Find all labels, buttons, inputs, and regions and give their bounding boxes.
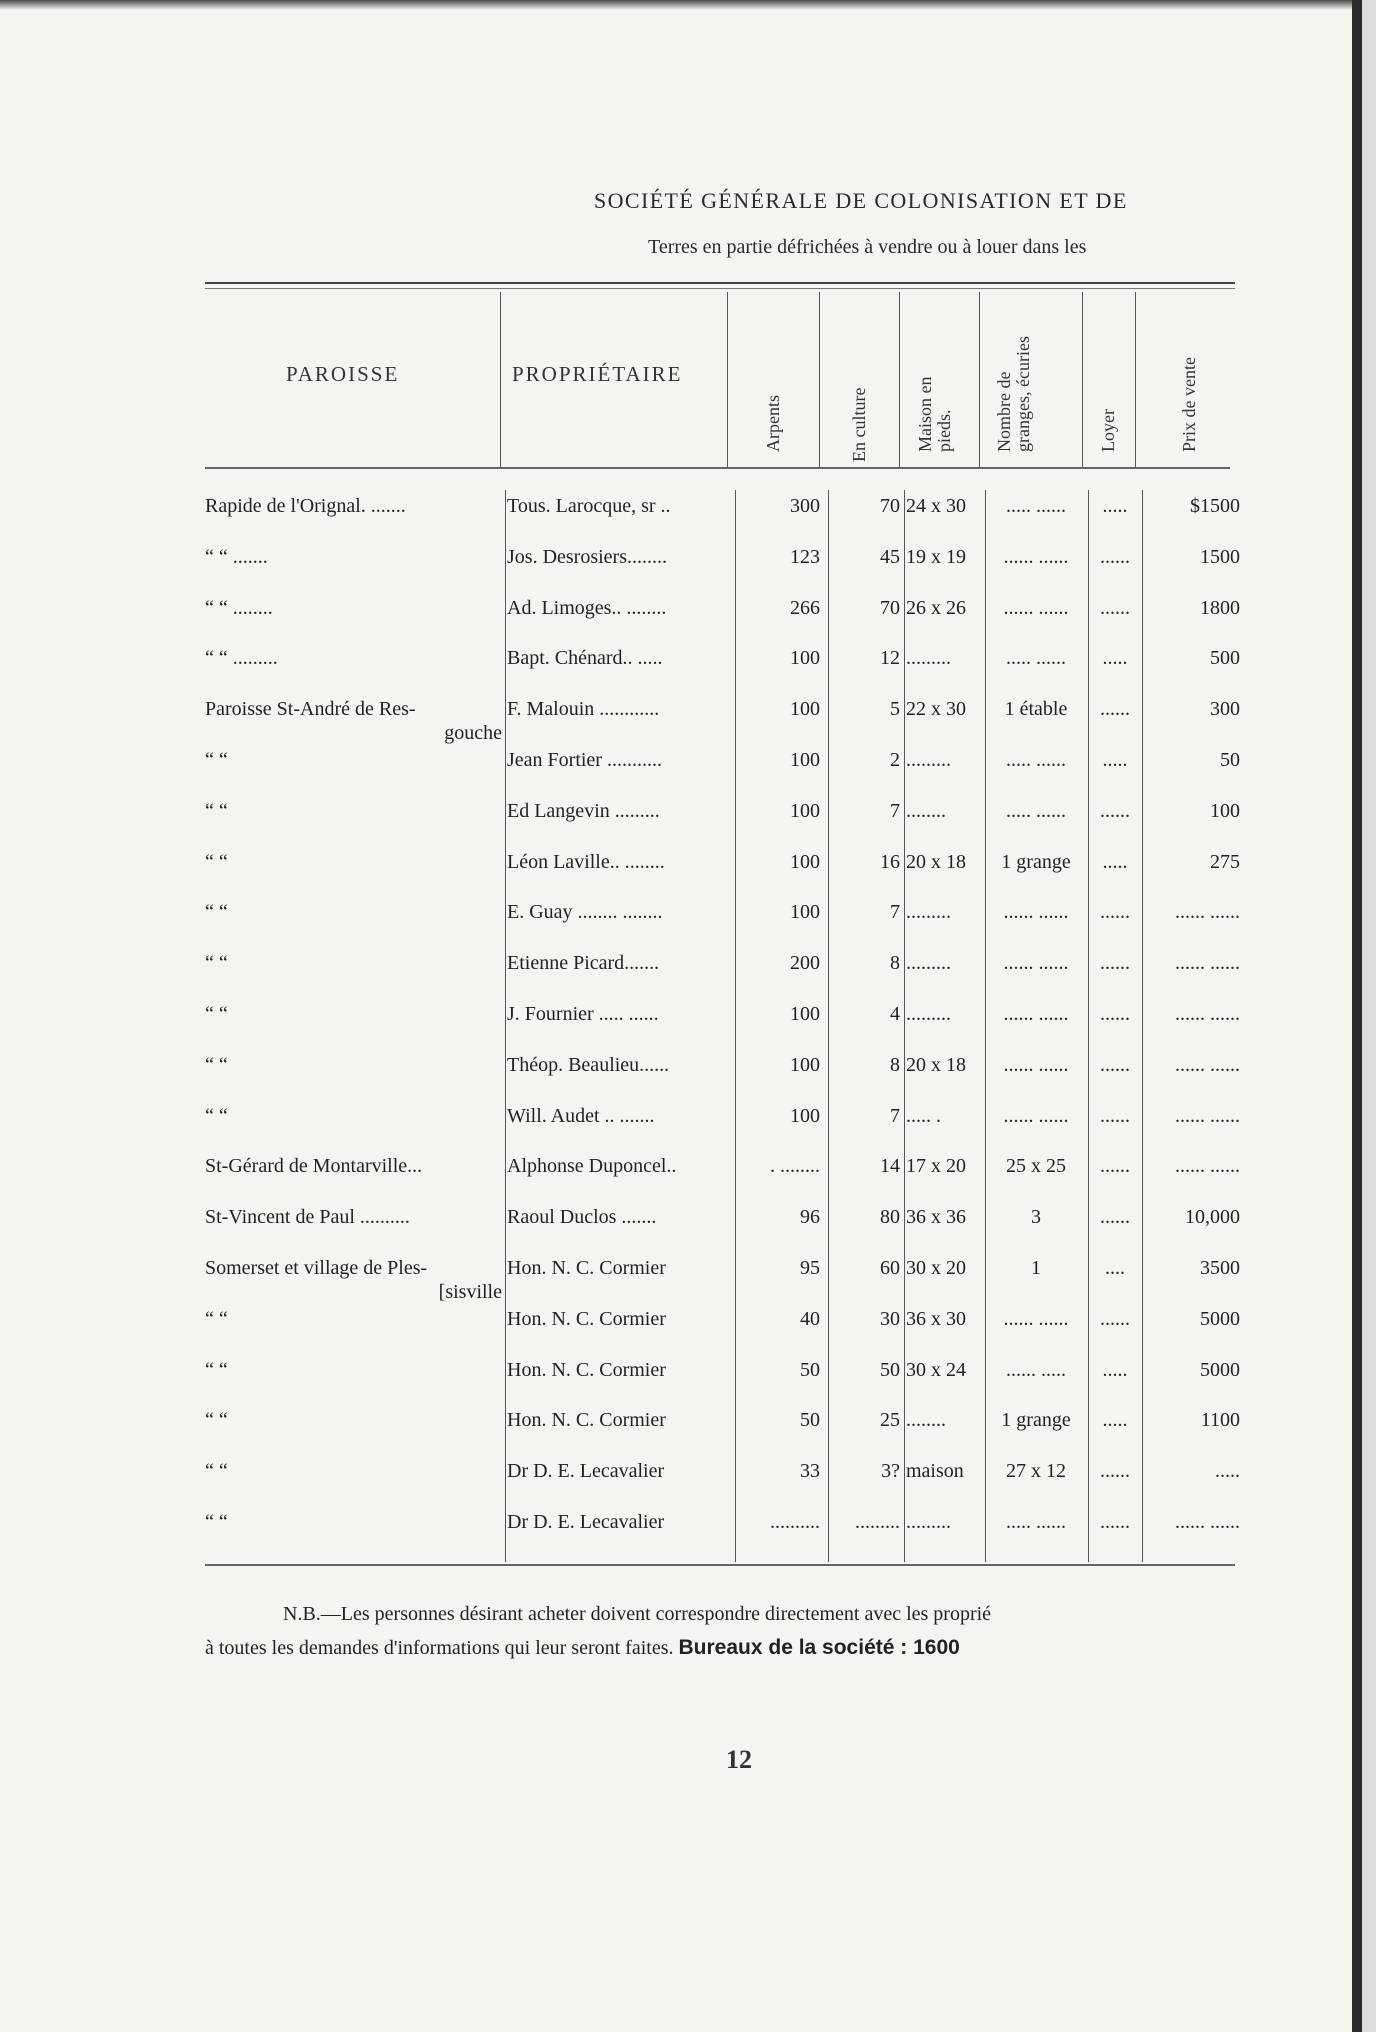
cell-arpents: 100 <box>790 749 820 771</box>
cell-arpents: 50 <box>800 1409 820 1431</box>
header-arpents: Arpents <box>763 395 783 452</box>
cell-granges: ..... ...... <box>1006 749 1066 771</box>
cell-culture: 70 <box>880 495 900 517</box>
cell-loyer: ...... <box>1100 597 1130 619</box>
cell-culture: 5 <box>890 698 900 720</box>
header-rule <box>205 282 1235 284</box>
cell-granges: 27 x 12 <box>1006 1460 1066 1482</box>
column-divider <box>1082 292 1083 467</box>
cell-arpents: 100 <box>790 647 820 669</box>
cell-maison: ..... . <box>906 1105 941 1127</box>
cell-prix: 300 <box>1210 698 1240 720</box>
cell-maison: ......... <box>906 749 951 771</box>
footnote-bold: Bureaux de la société : 1600 <box>678 1636 960 1659</box>
table-bottom-rule <box>205 1564 1235 1566</box>
cell-prix: 10,000 <box>1185 1206 1240 1228</box>
cell-prix: ...... ...... <box>1175 952 1240 974</box>
cell-culture: 3? <box>881 1460 900 1482</box>
cell-loyer: ...... <box>1100 1206 1130 1228</box>
cell-granges: ...... ...... <box>1003 952 1069 974</box>
cell-culture: 7 <box>890 901 900 923</box>
cell-loyer: ..... <box>1102 749 1128 771</box>
cell-arpents: 100 <box>790 1105 820 1127</box>
cell-maison: 20 x 18 <box>906 851 966 873</box>
footnote-line-2 <box>205 1632 1245 1664</box>
cell-prix: ...... ...... <box>1175 1155 1240 1177</box>
cell-maison: 19 x 19 <box>906 546 966 568</box>
cell-culture: 8 <box>890 1054 900 1076</box>
cell-arpents: 123 <box>790 546 820 568</box>
cell-proprietaire: Alphonse Duponcel.. <box>507 1155 677 1177</box>
cell-arpents: 100 <box>790 1054 820 1076</box>
header-maison: Maison en pieds. <box>915 376 954 452</box>
cell-paroisse: “ “ <box>205 1308 228 1330</box>
cell-prix: 1800 <box>1200 597 1240 619</box>
cell-paroisse: “ “ <box>205 901 228 923</box>
cell-maison: 17 x 20 <box>906 1155 966 1177</box>
cell-loyer: ...... <box>1100 1105 1130 1127</box>
cell-arpents: 100 <box>790 800 820 822</box>
cell-maison: 36 x 30 <box>906 1308 966 1330</box>
cell-loyer: ...... <box>1100 698 1130 720</box>
cell-prix: 1100 <box>1200 1409 1240 1431</box>
page-subtitle: Terres en partie défrichées à vendre ou à louer dans les <box>648 236 1087 258</box>
cell-granges: ...... ..... <box>1006 1359 1066 1381</box>
cell-loyer: .... <box>1105 1257 1125 1279</box>
cell-proprietaire: Hon. N. C. Cormier <box>507 1257 666 1279</box>
cell-proprietaire: Ad. Limoges.. ........ <box>507 597 667 619</box>
cell-culture: 7 <box>890 1105 900 1127</box>
header-prix: Prix de vente <box>1179 357 1199 452</box>
cell-culture: 12 <box>880 647 900 669</box>
column-divider <box>899 292 900 467</box>
cell-arpents: 100 <box>790 698 820 720</box>
header-underline <box>205 467 1230 469</box>
column-divider <box>1088 490 1089 1562</box>
cell-arpents: 33 <box>800 1460 820 1482</box>
cell-proprietaire: F. Malouin ............ <box>507 698 660 720</box>
cell-proprietaire: Théop. Beaulieu...... <box>507 1054 670 1076</box>
cell-maison: 22 x 30 <box>906 698 966 720</box>
cell-granges: ...... ...... <box>1003 1308 1069 1330</box>
cell-paroisse-continued: gouche <box>444 722 502 744</box>
cell-maison: 30 x 24 <box>906 1359 966 1381</box>
cell-maison: ......... <box>906 1003 951 1025</box>
cell-proprietaire: J. Fournier ..... ...... <box>507 1003 659 1025</box>
header-proprietaire: PROPRIÉTAIRE <box>512 362 683 386</box>
cell-paroisse: “ “ <box>205 1054 228 1076</box>
cell-arpents: 100 <box>790 851 820 873</box>
cell-paroisse: “ “ <box>205 1359 228 1381</box>
cell-maison: ......... <box>906 901 951 923</box>
cell-granges: ...... ...... <box>1003 1105 1069 1127</box>
column-divider <box>505 490 506 1562</box>
column-divider <box>500 292 501 467</box>
cell-proprietaire: Hon. N. C. Cormier <box>507 1409 666 1431</box>
cell-paroisse: “ “ ........ <box>205 597 273 619</box>
cell-prix: ...... ...... <box>1175 1003 1240 1025</box>
cell-granges: 1 étable <box>1004 698 1068 720</box>
cell-loyer: ..... <box>1102 1359 1128 1381</box>
cell-proprietaire: Raoul Duclos ....... <box>507 1206 657 1228</box>
cell-paroisse: “ “ ....... <box>205 546 268 568</box>
cell-culture: 25 <box>880 1409 900 1431</box>
cell-granges: ...... ...... <box>1003 1003 1069 1025</box>
cell-prix: ...... ...... <box>1175 1511 1240 1533</box>
cell-maison: 30 x 20 <box>906 1257 966 1279</box>
cell-arpents: .......... <box>770 1511 820 1533</box>
column-divider <box>735 490 736 1562</box>
cell-paroisse: “ “ <box>205 1105 228 1127</box>
cell-granges: 25 x 25 <box>1006 1155 1066 1177</box>
cell-loyer: ...... <box>1100 1308 1130 1330</box>
cell-arpents: 100 <box>790 1003 820 1025</box>
cell-prix: ...... ...... <box>1175 1054 1240 1076</box>
cell-maison: ........ <box>906 1409 946 1431</box>
cell-paroisse: Paroisse St-André de Res- <box>205 698 416 720</box>
cell-prix: ..... <box>1215 1460 1240 1482</box>
cell-granges: 1 grange <box>1001 851 1071 873</box>
cell-culture: 16 <box>880 851 900 873</box>
cell-paroisse: “ “ <box>205 1460 228 1482</box>
scan-shadow <box>0 0 1352 10</box>
cell-arpents: 96 <box>800 1206 820 1228</box>
cell-culture: 70 <box>880 597 900 619</box>
cell-loyer: ...... <box>1100 546 1130 568</box>
cell-prix: 5000 <box>1200 1308 1240 1330</box>
cell-paroisse: “ “ <box>205 800 228 822</box>
cell-prix: ...... ...... <box>1175 901 1240 923</box>
column-divider <box>828 490 829 1562</box>
cell-proprietaire: Hon. N. C. Cormier <box>507 1308 666 1330</box>
cell-loyer: ...... <box>1100 901 1130 923</box>
cell-arpents: 95 <box>800 1257 820 1279</box>
cell-maison: 36 x 36 <box>906 1206 966 1228</box>
cell-loyer: ..... <box>1102 851 1128 873</box>
cell-arpents: 100 <box>790 901 820 923</box>
cell-maison: ......... <box>906 952 951 974</box>
cell-paroisse: “ “ <box>205 749 228 771</box>
cell-culture: 60 <box>880 1257 900 1279</box>
cell-prix: 100 <box>1210 800 1240 822</box>
cell-granges: 3 <box>1031 1206 1041 1228</box>
cell-arpents: 50 <box>800 1359 820 1381</box>
cell-loyer: ..... <box>1102 1409 1128 1431</box>
cell-loyer: ...... <box>1100 952 1130 974</box>
cell-proprietaire: Tous. Larocque, sr .. <box>507 495 671 517</box>
cell-loyer: ..... <box>1102 647 1128 669</box>
column-divider <box>979 292 980 467</box>
header-granges: Nombre de granges, écuries <box>994 336 1033 452</box>
cell-paroisse: “ “ <box>205 1409 228 1431</box>
cell-granges: 1 <box>1031 1257 1041 1279</box>
cell-arpents: . ........ <box>770 1155 820 1177</box>
cell-loyer: ...... <box>1100 800 1130 822</box>
cell-loyer: ...... <box>1100 1460 1130 1482</box>
cell-loyer: ...... <box>1100 1511 1130 1533</box>
footnote-text: à toutes les demandes d'informations qui leur seront faites. <box>205 1637 674 1659</box>
cell-arpents: 300 <box>790 495 820 517</box>
cell-arpents: 200 <box>790 952 820 974</box>
cell-proprietaire: E. Guay ........ ........ <box>507 901 663 923</box>
cell-granges: 1 grange <box>1001 1409 1071 1431</box>
page-number: 12 <box>726 1745 752 1774</box>
cell-prix: 1500 <box>1200 546 1240 568</box>
cell-culture: 14 <box>880 1155 900 1177</box>
cell-culture: 30 <box>880 1308 900 1330</box>
cell-culture: 50 <box>880 1359 900 1381</box>
column-divider <box>1135 292 1136 467</box>
cell-culture: 2 <box>890 749 900 771</box>
cell-prix: 3500 <box>1200 1257 1240 1279</box>
cell-culture: 4 <box>890 1003 900 1025</box>
cell-granges: ..... ...... <box>1006 1511 1066 1533</box>
cell-proprietaire: Bapt. Chénard.. ..... <box>507 647 663 669</box>
cell-proprietaire: Etienne Picard....... <box>507 952 660 974</box>
cell-proprietaire: Jean Fortier ........... <box>507 749 662 771</box>
column-divider <box>985 490 986 1562</box>
cell-granges: ...... ...... <box>1003 901 1069 923</box>
cell-granges: ..... ...... <box>1006 647 1066 669</box>
cell-prix: ...... ...... <box>1175 1105 1240 1127</box>
cell-prix: 50 <box>1220 749 1240 771</box>
cell-granges: ...... ...... <box>1003 597 1069 619</box>
cell-culture: 80 <box>880 1206 900 1228</box>
cell-maison: ......... <box>906 647 951 669</box>
header-culture: En culture <box>849 387 869 462</box>
cell-prix: 500 <box>1210 647 1240 669</box>
column-divider <box>727 292 728 467</box>
cell-maison: maison <box>906 1460 964 1482</box>
cell-prix: 275 <box>1210 851 1240 873</box>
cell-loyer: ...... <box>1100 1003 1130 1025</box>
cell-paroisse: Rapide de l'Orignal. ....... <box>205 495 406 517</box>
cell-granges: ..... ...... <box>1006 800 1066 822</box>
cell-proprietaire: Ed Langevin ......... <box>507 800 660 822</box>
cell-maison: 24 x 30 <box>906 495 966 517</box>
cell-paroisse: St-Gérard de Montarville... <box>205 1155 423 1177</box>
cell-paroisse: St-Vincent de Paul .......... <box>205 1206 410 1228</box>
cell-paroisse: “ “ <box>205 851 228 873</box>
cell-paroisse: “ “ ......... <box>205 647 278 669</box>
cell-maison: ......... <box>906 1511 951 1533</box>
cell-paroisse: Somerset et village de Ples- <box>205 1257 428 1279</box>
footnote-line-1: N.B.—Les personnes désirant acheter doivent correspondre directement avec les proprié <box>283 1603 992 1625</box>
cell-prix: $1500 <box>1190 495 1240 517</box>
cell-proprietaire: Jos. Desrosiers........ <box>507 546 667 568</box>
cell-proprietaire: Dr D. E. Lecavalier <box>507 1460 665 1482</box>
cell-proprietaire: Hon. N. C. Cormier <box>507 1359 666 1381</box>
header-rule-thin <box>205 288 1235 289</box>
cell-proprietaire: Will. Audet .. ....... <box>507 1105 655 1127</box>
cell-granges: ..... ...... <box>1006 495 1066 517</box>
column-divider <box>1142 490 1143 1562</box>
cell-proprietaire: Dr D. E. Lecavalier <box>507 1511 665 1533</box>
cell-paroisse: “ “ <box>205 1003 228 1025</box>
header-paroisse: PAROISSE <box>286 362 400 386</box>
column-divider <box>904 490 905 1562</box>
cell-paroisse: “ “ <box>205 952 228 974</box>
cell-paroisse-continued: [sisville <box>438 1281 502 1303</box>
cell-culture: 8 <box>890 952 900 974</box>
cell-granges: ...... ...... <box>1003 546 1069 568</box>
cell-arpents: 266 <box>790 597 820 619</box>
cell-proprietaire: Léon Laville.. ........ <box>507 851 665 873</box>
cell-culture: ......... <box>855 1511 900 1533</box>
cell-prix: 5000 <box>1200 1359 1240 1381</box>
cell-maison: 20 x 18 <box>906 1054 966 1076</box>
cell-paroisse: “ “ <box>205 1511 228 1533</box>
cell-loyer: ...... <box>1100 1155 1130 1177</box>
cell-culture: 45 <box>880 546 900 568</box>
cell-loyer: ...... <box>1100 1054 1130 1076</box>
cell-granges: ...... ...... <box>1003 1054 1069 1076</box>
cell-arpents: 40 <box>800 1308 820 1330</box>
column-divider <box>819 292 820 467</box>
cell-culture: 7 <box>890 800 900 822</box>
cell-maison: 26 x 26 <box>906 597 966 619</box>
cell-maison: ........ <box>906 800 946 822</box>
page-title: SOCIÉTÉ GÉNÉRALE DE COLONISATION ET DE <box>594 188 1128 213</box>
header-loyer: Loyer <box>1098 409 1118 452</box>
cell-loyer: ..... <box>1102 495 1128 517</box>
